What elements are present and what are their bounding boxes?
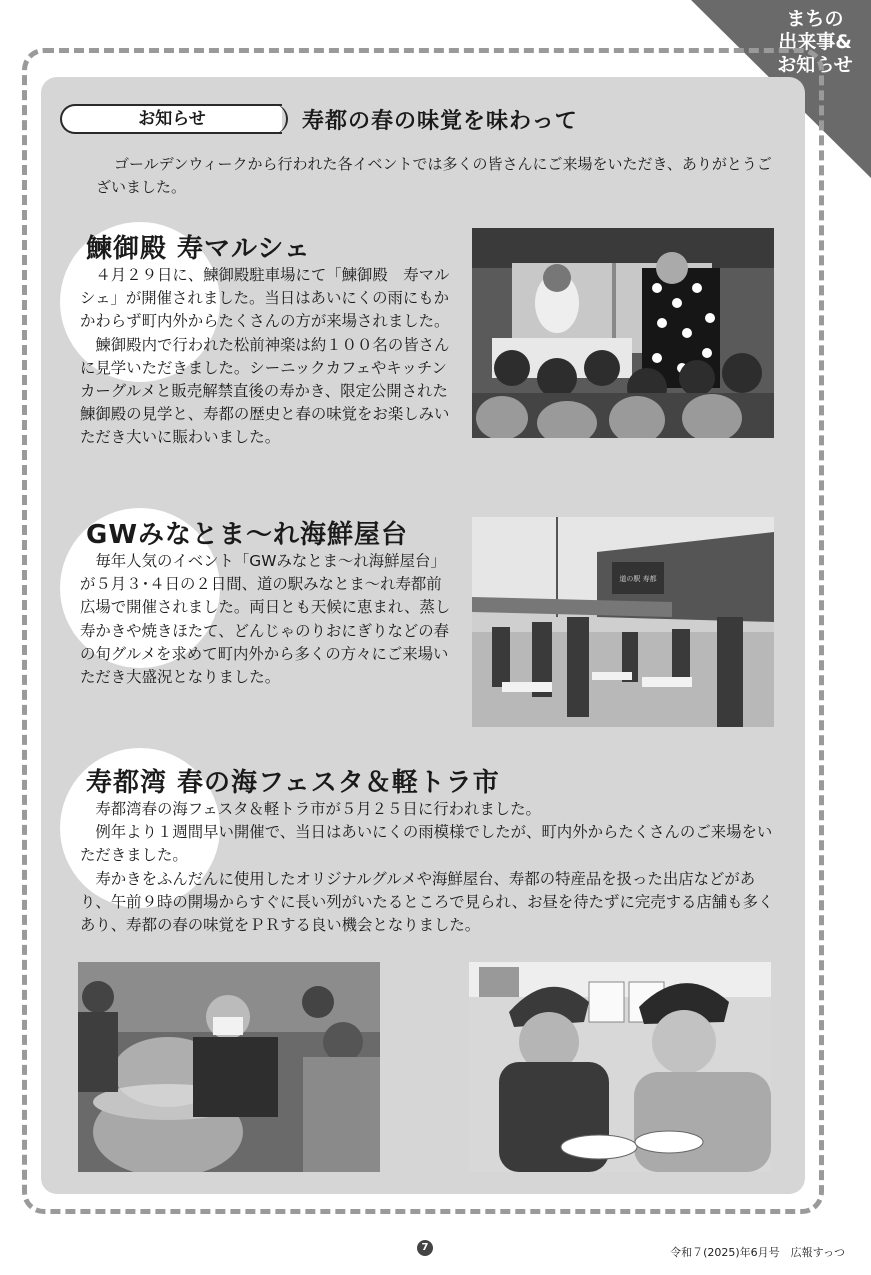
- page-headline: 寿都の春の味覚を味わって: [302, 109, 578, 134]
- section-body: [80, 550, 456, 689]
- paragraph: 寿かきをふんだんに使用したオリジナルグルメや海鮮屋台、寿都の特産品を扱った出店などがあり、午前９時の開場からすぐに長い列がいたるところで見られ、お昼を待たずに完売する店舗も多くあり、寿都の春の味覚をＰＲする良い機会となりました。: [80, 869, 774, 935]
- section-body: [80, 264, 456, 450]
- section-title: GWみなとま〜れ海鮮屋台: [86, 520, 409, 550]
- paragraph: ４月２９日に、鰊御殿駐車場にて「鰊御殿 寿マルシェ」が開催されました。当日はあいにくの雨にもかかわらず町内外からたくさんの方が来場されました。: [80, 266, 450, 331]
- station-sign: 道の駅 寿都: [619, 575, 657, 583]
- intro-text: ゴールデンウィークから行われた各イベントでは多くの皆さんにご来場をいただき、ありがとうございました。: [96, 155, 772, 196]
- page-number: 7: [417, 1240, 433, 1256]
- section-title: 寿都湾 春の海フェスタ＆軽トラ市: [86, 768, 500, 798]
- section-title: 鰊御殿 寿マルシェ: [86, 234, 311, 264]
- paragraph: 毎年人気のイベント「GWみなとま〜れ海鮮屋台」が５月３･４日の２日間、道の駅みなとま〜れ寿都前広場で開催されました。両日とも天候に恵まれ、蒸し寿かきや焼きほたて、どんじゃのりおにぎりなどの春の旬グルメを求めて町内外から多くの方々にご来場いただき大盛況となりました。: [80, 552, 451, 687]
- kagura-performance-photo: [472, 228, 774, 438]
- category-label: まちの 出来事& お知らせ: [777, 8, 853, 76]
- notice-tag: お知らせ: [60, 104, 282, 134]
- paragraph: 例年より１週間早い開催で、当日はあいにくの雨模様でしたが、町内外からたくさんのご来場をいただきました。: [80, 823, 773, 865]
- paragraph: 寿都湾春の海フェスタ＆軽トラ市が５月２５日に行われました。: [95, 800, 541, 818]
- visitors-eating-photo: [469, 962, 771, 1172]
- oyster-steaming-photo: [78, 962, 380, 1172]
- section-body: [80, 798, 776, 937]
- issue-footer: 令和７(2025)年6月号 広報すっつ: [670, 1246, 845, 1259]
- seafood-stalls-photo: [472, 517, 774, 727]
- paragraph: 鰊御殿内で行われた松前神楽は約１００名の皆さんに見学いただきました。シーニックカフェやキッチンカーグルメと販売解禁直後の寿かき、限定公開された鰊御殿の見学と、寿都の歴史と春の味覚をお楽しみいただき大いに賑わいました。: [80, 335, 450, 447]
